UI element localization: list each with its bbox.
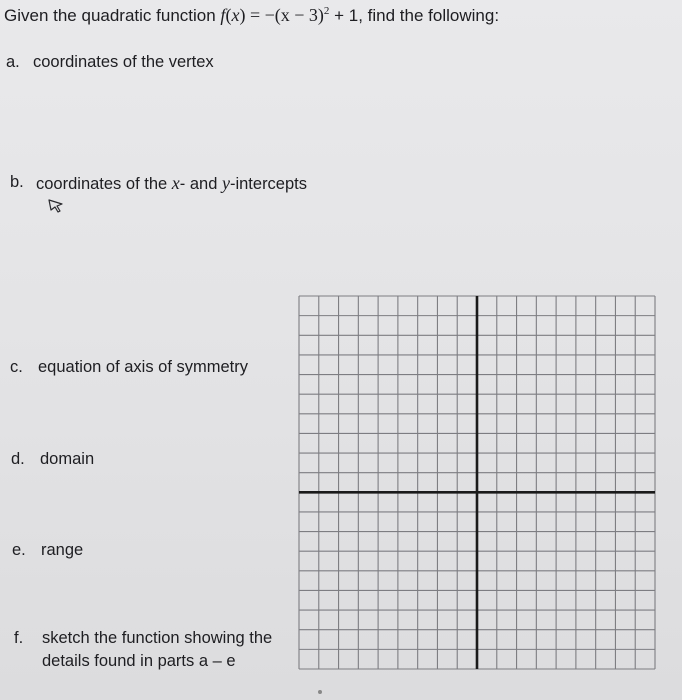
function-expression: $f(x) = -(x - 3)^2$ — [220, 5, 330, 25]
item-b-text: coordinates of the x- and y-intercepts — [36, 173, 307, 193]
item-c-text: equation of axis of symmetry — [38, 358, 249, 376]
item-e-label: e. — [12, 541, 26, 559]
page-speck — [318, 690, 322, 694]
graph-grid — [296, 293, 658, 672]
item-f-text-line2: details found in parts a – e — [42, 652, 236, 670]
coordinate-grid — [296, 293, 658, 672]
item-e-text: range — [41, 541, 84, 559]
item-f-label: f. — [14, 629, 24, 647]
item-a-text: coordinates of the vertex — [33, 53, 214, 71]
item-b-label: b. — [10, 173, 24, 191]
item-c-label: c. — [10, 358, 23, 376]
question-text: Given the quadratic function $f(x) = -(x - 3)^2 + 1$, find the following: — [4, 5, 500, 25]
mouse-pointer-icon — [47, 196, 65, 214]
item-f-text-line1: sketch the function showing the — [42, 629, 273, 647]
item-a-label: a. — [6, 53, 20, 71]
item-d-text: domain — [40, 450, 95, 468]
item-d-label: d. — [11, 450, 25, 468]
